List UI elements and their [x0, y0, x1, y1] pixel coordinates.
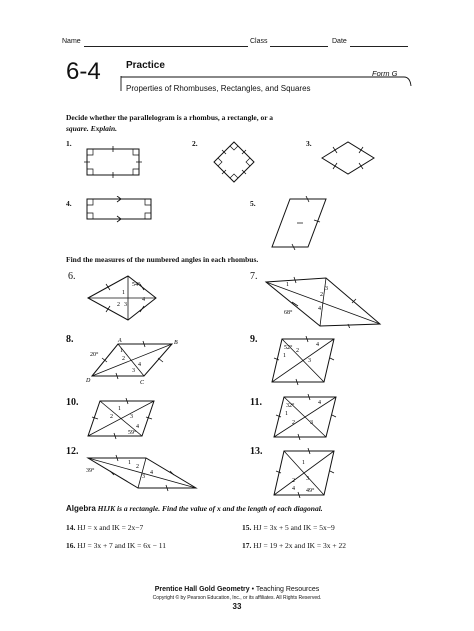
footer-title — [0, 586, 474, 593]
fig13-angle-3: 3 — [306, 476, 309, 482]
fig8-angle-3: 3 — [132, 368, 135, 374]
fig9-angle-1: 1 — [283, 353, 286, 359]
problem-13-number: 13. — [250, 446, 263, 457]
fig10-angle-1: 1 — [118, 406, 121, 412]
fig8-angle-2: 2 — [122, 356, 125, 362]
fig6-angle-4: 4 — [142, 297, 145, 303]
equation-15 — [242, 523, 335, 532]
equation-15-number: 15. — [242, 523, 252, 532]
fig7-angle-1: 1 — [286, 282, 289, 288]
fig13-angle-2: 2 — [292, 478, 295, 484]
equation-14-text: HJ = x and IK = 2x−7 — [77, 523, 144, 532]
figure-1-rectangle — [84, 146, 144, 180]
fig9-angle-4: 4 — [316, 342, 319, 348]
figure-4-rectangle — [84, 196, 154, 224]
equation-16-number: 16. — [66, 541, 76, 550]
figure-5-parallelogram — [268, 196, 330, 250]
algebra-label: Algebra — [66, 504, 96, 513]
fig12-angle-label: 39° — [86, 468, 95, 474]
fig11-angle-label: 32° — [286, 403, 295, 409]
fig12-angle-4: 4 — [150, 470, 153, 476]
fig12-angle-1: 1 — [128, 460, 131, 466]
figure-13-rhombus — [270, 448, 338, 498]
problem-3-number: 3. — [306, 139, 312, 148]
fig7-angle-label: 68° — [284, 310, 293, 316]
form-label: Form G — [372, 69, 398, 78]
figure-12-rhombus — [84, 448, 200, 492]
section1-line1: Decide whether the parallelogram is a rhombus, a rectangle, or a — [66, 113, 274, 122]
fig9-angle-2: 2 — [296, 348, 299, 354]
fig10-angle-4: 4 — [136, 424, 139, 430]
section2-instruction: Find the measures of the numbered angles in each rhombus. — [66, 255, 259, 264]
section1-instruction — [66, 112, 273, 134]
fig7-angle-4: 4 — [318, 306, 321, 312]
equation-17-text: HJ = 19 + 2x and IK = 3x + 22 — [253, 541, 346, 550]
lesson-number: 6-4 — [66, 58, 101, 85]
problem-11-number: 11. — [250, 397, 262, 408]
fig6-angle-label: 54° — [132, 282, 141, 288]
figure-8-rhombus — [82, 336, 182, 386]
equation-14 — [66, 523, 143, 532]
section3-instruction — [66, 504, 323, 513]
fig8-vertex-D: D — [86, 378, 91, 384]
fig9-angle-3: 3 — [308, 358, 311, 364]
fig13-angle-4: 4 — [292, 486, 295, 492]
fig12-angle-2: 2 — [136, 464, 139, 470]
fig11-angle-1: 1 — [285, 411, 288, 417]
fig11-angle-4: 4 — [318, 400, 321, 406]
fig6-angle-3: 3 — [124, 302, 127, 308]
fig8-angle-4: 4 — [138, 362, 141, 368]
equation-16 — [66, 541, 166, 550]
figure-2-square — [212, 140, 256, 184]
equation-16-text: HJ = 3x + 7 and IK = 6x − 11 — [77, 541, 166, 550]
fig6-angle-2: 2 — [117, 302, 120, 308]
fig11-angle-2: 2 — [292, 420, 295, 426]
equation-14-number: 14. — [66, 523, 76, 532]
figure-11-rhombus — [270, 394, 340, 440]
fig10-angle-2: 2 — [110, 414, 113, 420]
problem-4-number: 4. — [66, 199, 72, 208]
fig7-angle-2: 2 — [320, 292, 323, 298]
equation-15-text: HJ = 3x + 5 and IK = 5x−9 — [253, 523, 335, 532]
fig10-angle-label: 59° — [128, 430, 137, 436]
fig8-vertex-C: C — [140, 380, 145, 386]
footer-publisher: Prentice Hall Gold Geometry — [154, 586, 250, 593]
subtitle: Properties of Rhombuses, Rectangles, and Squares — [126, 84, 311, 93]
fig11-angle-3: 3 — [310, 420, 313, 426]
equation-17-number: 17. — [242, 541, 252, 550]
fig13-angle-label: 49° — [306, 488, 315, 494]
problem-9-number: 9. — [250, 334, 258, 345]
name-label: Name — [62, 38, 81, 45]
problem-2-number: 2. — [192, 139, 198, 148]
page-number: 33 — [232, 602, 242, 611]
lesson-title: Practice — [126, 60, 165, 71]
fig13-angle-1: 1 — [302, 460, 305, 466]
figure-7-rhombus — [262, 276, 384, 328]
equation-17 — [242, 541, 346, 550]
fig12-angle-3: 3 — [142, 474, 145, 480]
footer-resource: • Teaching Resources — [249, 586, 320, 593]
date-label: Date — [332, 38, 347, 45]
title-rule — [120, 76, 412, 92]
section3-text: HIJK is a rectangle. Find the value of x and the length of each diagonal. — [97, 504, 323, 513]
problem-6-number: 6. — [68, 271, 76, 282]
fig8-angle-label: 20° — [90, 352, 99, 358]
class-label: Class — [250, 38, 268, 45]
fig6-angle-1: 1 — [122, 290, 125, 296]
problem-5-number: 5. — [250, 199, 256, 208]
problem-7-number: 7. — [250, 271, 258, 282]
fig10-angle-3: 3 — [130, 414, 133, 420]
figure-9-rhombus — [268, 336, 338, 386]
fig9-angle-label: 52° — [284, 345, 293, 351]
class-line[interactable] — [270, 38, 328, 47]
fig8-vertex-B: B — [174, 340, 178, 346]
section1-line2: square. Explain. — [66, 124, 118, 133]
fig8-vertex-A: A — [118, 338, 122, 344]
figure-10-rhombus — [84, 398, 158, 440]
fig7-angle-3: 3 — [325, 286, 328, 292]
figure-6-rhombus — [84, 274, 160, 324]
problem-10-number: 10. — [66, 397, 79, 408]
name-line[interactable] — [84, 38, 248, 47]
footer-copyright: Copyright © by Pearson Education, Inc., or its affiliates. All Rights Reserved. — [152, 595, 322, 601]
problem-12-number: 12. — [66, 446, 79, 457]
problem-8-number: 8. — [66, 334, 74, 345]
fig8-angle-1: 1 — [120, 348, 123, 354]
date-line[interactable] — [350, 38, 408, 47]
figure-3-rhombus — [320, 140, 376, 176]
problem-1-number: 1. — [66, 139, 72, 148]
